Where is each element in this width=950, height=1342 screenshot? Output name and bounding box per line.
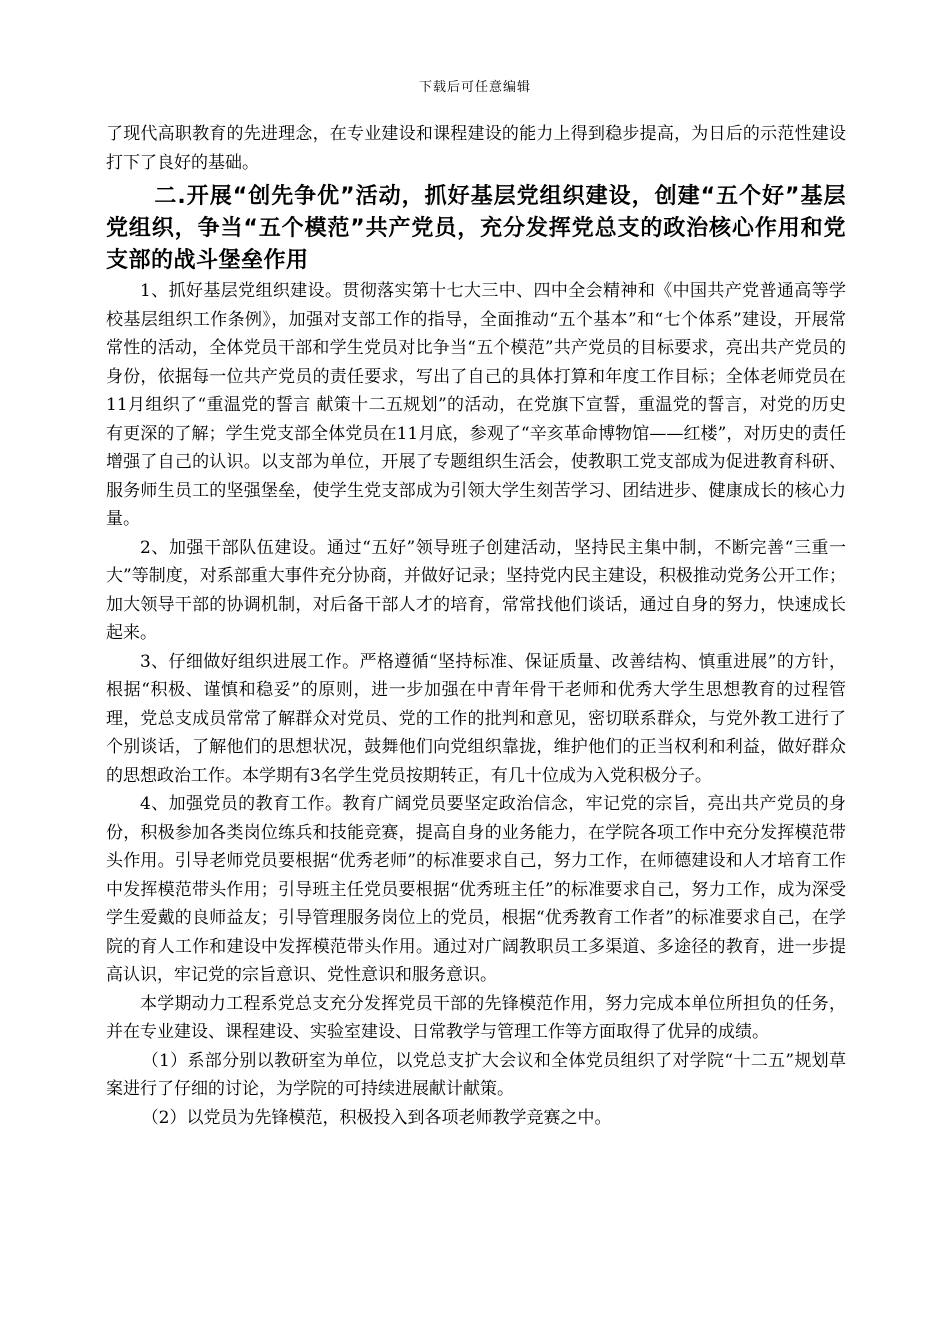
page-header-note: 下载后可任意编辑 — [418, 80, 531, 95]
section-heading: 二.开展“创先争优”活动，抓好基层党组织建设，创建“五个好”基层党组织，争当“五个模范”共产党员，充分发挥党总支的政治核心作用和党支部的战斗堡垒作用 — [106, 184, 846, 273]
paragraph-1: 1、抓好基层党组织建设。贯彻落实第十七大三中、四中全会精神和《中国共产党普通高等学校基层组织工作条例》，加强对支部工作的指导，全面推动“五个基本”和“七个体系”建设，开展常常性的活动，全体党员干部和学生党员对比争当“五个模范”共产党员的目标要求，亮出共产党员的身份，依据每一位共产党员的责任要求，写出了自己的具体打算和年度工作目标；全体老师党员在11月组织了“重温党的誓言 献策十二五规划”的活动，在党旗下宣誓，重温党的誓言，对党的历史有更深的了解；学生党支部全体党员在11月底，参观了“辛亥革命博物馆——红楼”，对历史的责任增强了自己的认识。以支部为单位，开展了专题组织生活会，使教职工党支部成为促进教育科研、服务师生员工的坚强堡垒，使学生党支部成为引领大学生刻苦学习、团结进步、健康成长的核心力量。 — [106, 281, 846, 529]
paragraph-3: 3、仔细做好组织进展工作。严格遵循“坚持标准、保证质量、改善结构、慎重进展”的方针，根据“积极、谨慎和稳妥”的原则，进一步加强在中青年骨干老师和优秀大学生思想教育的过程管理，党总支成员常常了解群众对党员、党的工作的批判和意见，密切联系群众，与党外教工进行了个别谈话，了解他们的思想状况，鼓舞他们向党组织靠拢，维护他们的正当权利和利益，做好群众的思想政治工作。本学期有3名学生党员按期转正，有几十位成为入党积极分子。 — [106, 651, 846, 786]
document-body — [106, 120, 846, 1132]
paragraph-4: 4、加强党员的教育工作。教育广阔党员要坚定政治信念，牢记党的宗旨，亮出共产党员的身份，积极参加各类岗位练兵和技能竞赛，提高自身的业务能力，在学院各项工作中充分发挥模范带头作用。引导老师党员要根据“优秀老师”的标准要求自己，努力工作，在师德建设和人才培育工作中发挥模范带头作用；引导班主任党员要根据“优秀班主任”的标准要求自己，努力工作，成为深受学生爱戴的良师益友；引导管理服务岗位上的党员，根据“优秀教育工作者”的标准要求自己，在学院的育人工作和建设中发挥模范带头作用。通过对广阔教职员工多渠道、多途径的教育，进一步提高认识，牢记党的宗旨意识、党性意识和服务意识。 — [106, 794, 846, 985]
paragraph-item-2: （2）以党员为先锋模范，积极投入到各项老师教学竞赛之中。 — [141, 1107, 612, 1128]
paragraph-summary: 本学期动力工程系党总支充分发挥党员干部的先锋模范作用，努力完成本单位所担负的任务，并在专业建设、课程建设、实验室建设、日常教学与管理工作等方面取得了优异的成绩。 — [106, 993, 846, 1042]
intro-paragraph: 了现代高职教育的先进理念，在专业建设和课程建设的能力上得到稳步提高，为日后的示范性建设打下了良好的基础。 — [106, 124, 846, 173]
paragraph-item-1: （1）系部分别以教研室为单位，以党总支扩大会议和全体党员组织了对学院“十二五”规划草案进行了仔细的讨论，为学院的可持续进展献计献策。 — [106, 1050, 846, 1099]
paragraph-2: 2、加强干部队伍建设。通过“五好”领导班子创建活动，坚持民主集中制，不断完善“三重一大”等制度，对系部重大事件充分协商，并做好记录；坚持党内民主建设，积极推动党务公开工作；加大领导干部的协调机制，对后备干部人才的培育，常常找他们谈话，通过自身的努力，快速成长起来。 — [106, 537, 846, 643]
